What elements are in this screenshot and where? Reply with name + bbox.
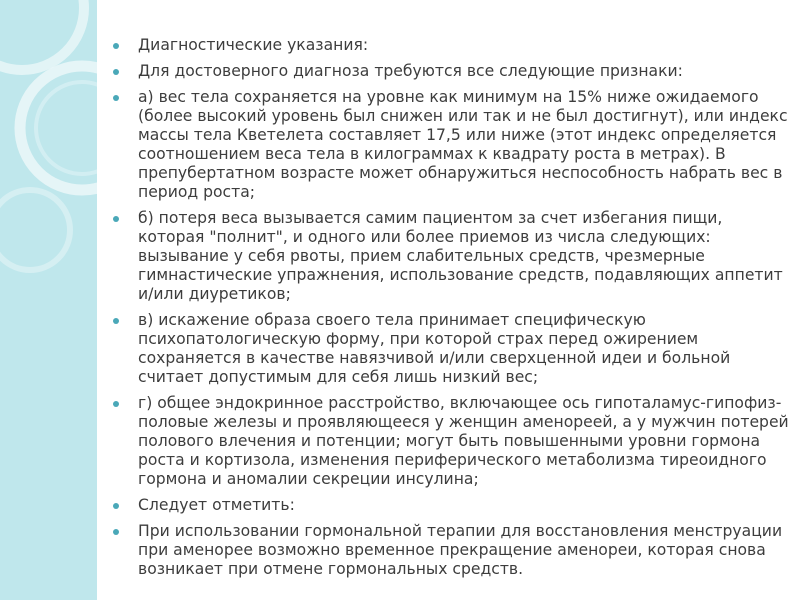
bullet-dot-icon bbox=[113, 216, 119, 222]
bullet-criterion-d bbox=[108, 394, 792, 489]
deco-ring-middle-inner bbox=[36, 82, 97, 174]
bullet-text: в) искажение образа своего тела принимает специфическую психопатологическую форму, при которой страх перед ожирением сохраняется в качестве навязчивой и/или сверхценной идеи и больной считает допустимым для себя лишь низкий вес; bbox=[138, 311, 731, 386]
bullet-dot-icon bbox=[113, 43, 119, 49]
bullet-dot-icon bbox=[113, 318, 119, 324]
bullet-dot-icon bbox=[113, 95, 119, 101]
bullet-required-signs bbox=[108, 62, 792, 81]
decorative-circles bbox=[0, 0, 97, 600]
bullet-text: Для достоверного диагноза требуются все следующие признаки: bbox=[138, 62, 683, 80]
bullet-dot-icon bbox=[113, 69, 119, 75]
bullet-text: При использовании гормональной терапии для восстановления менструации при аменорее возможно временное прекращение аменореи, которая снова возникает при отмене гормональных средств. bbox=[138, 522, 783, 578]
bullet-hormonal-therapy-note bbox=[108, 522, 792, 579]
bullet-criterion-c bbox=[108, 311, 792, 387]
bullet-note-heading bbox=[108, 496, 792, 515]
bullet-criterion-a bbox=[108, 88, 792, 202]
bullet-diagnostic-guidelines bbox=[108, 36, 792, 55]
bullet-text: Следует отметить: bbox=[138, 496, 295, 514]
bullet-text: а) вес тела сохраняется на уровне как минимум на 15% ниже ожидаемого (более высокий уровень был снижен или так и не был достигнут), или индекс массы тела Кветелета составляет 17,5 или ниже (этот индекс определяется соотношением веса тела в килограммах к квадрату роста в метрах). В препубертатном возрасте может обнаружиться неспособность набрать вес в период роста; bbox=[138, 88, 788, 201]
bullet-list bbox=[108, 36, 792, 579]
bullet-text: г) общее эндокринное расстройство, включающее ось гипоталамус-гипофиз-половые железы и проявляющееся у женщин аменореей, а у мужчин потерей полового влечения и потенции; могут быть повышенными уровни гормона роста и кортизола, изменения периферического метаболизма тиреоидного гормона и аномалии секреции инсулина; bbox=[138, 394, 789, 488]
slide-content bbox=[108, 36, 792, 586]
bullet-dot-icon bbox=[113, 503, 119, 509]
bullet-text: б) потеря веса вызывается самим пациентом за счет избегания пищи, которая "полнит", и одного или более приемов из числа следующих: вызывание у себя рвоты, прием слабительных средств, чрезмерные гимнастические упражнения, использование средств, подавляющих аппетит и/или диуретиков; bbox=[138, 209, 783, 303]
bullet-dot-icon bbox=[113, 529, 119, 535]
bullet-criterion-b bbox=[108, 209, 792, 304]
deco-ring-top bbox=[0, 0, 84, 70]
bullet-text: Диагностические указания: bbox=[138, 36, 369, 54]
decorative-side-panel bbox=[0, 0, 97, 600]
bullet-dot-icon bbox=[113, 401, 119, 407]
deco-ring-middle bbox=[20, 66, 97, 190]
deco-ring-bottom bbox=[0, 190, 70, 270]
